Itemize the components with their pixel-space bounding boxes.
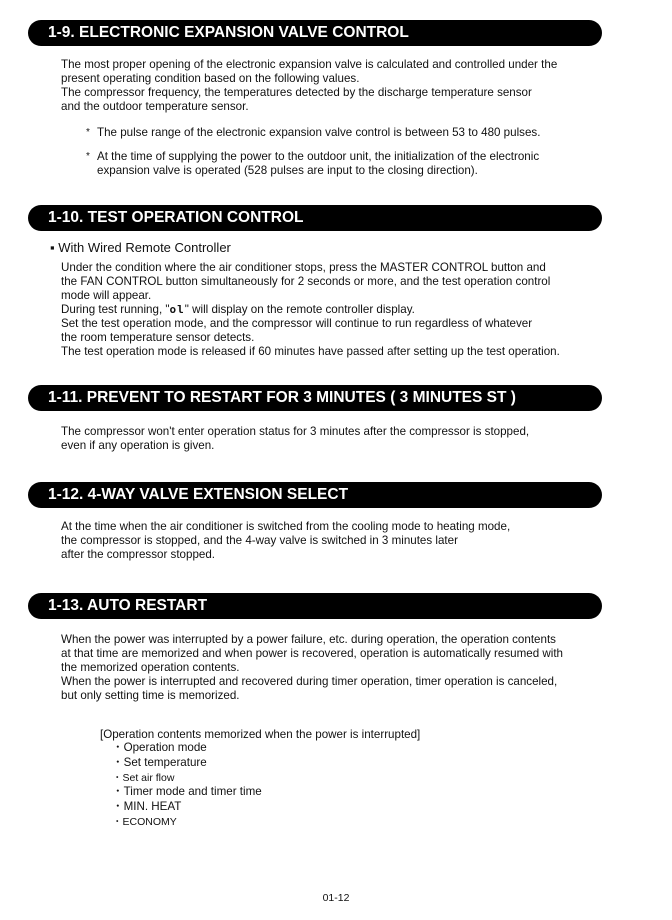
text-line: the memorized operation contents. <box>61 661 240 674</box>
text-line: after the compressor stopped. <box>61 548 216 561</box>
paragraph-1-11 <box>61 425 606 453</box>
text-line: even if any operation is given. <box>61 439 215 452</box>
paragraph-1-9 <box>61 58 606 114</box>
text-line: When the power was interrupted by a power failure, etc. during operation, the operation contents <box>61 633 556 646</box>
memorized-list-heading: [Operation contents memorized when the power is interrupted] <box>100 728 421 741</box>
text-line <box>61 303 606 317</box>
bullet-item <box>86 150 539 178</box>
paragraph-1-10 <box>61 261 606 359</box>
bullet-marker: * <box>86 127 90 138</box>
memorized-list <box>112 741 262 830</box>
section-header-1-10 <box>28 205 602 231</box>
list-item: ・ECONOMY <box>112 815 177 828</box>
text-line: mode will appear. <box>61 289 152 302</box>
list-item: ・Operation mode <box>112 741 207 754</box>
text-line: but only setting time is memorized. <box>61 689 240 702</box>
bullet-item <box>86 126 540 140</box>
section-title: 1-12. 4-WAY VALVE EXTENSION SELECT <box>48 486 349 503</box>
paragraph-1-13 <box>61 633 606 703</box>
section-header-1-13 <box>28 593 602 619</box>
text-line: Under the condition where the air conditioner stops, press the MASTER CONTROL button and <box>61 261 546 274</box>
text-fragment: During test running, " <box>61 303 170 316</box>
paragraph-1-12 <box>61 520 606 562</box>
test-code-display: ol <box>169 303 185 316</box>
text-line: at that time are memorized and when power is recovered, operation is automatically resumed with <box>61 647 563 660</box>
list-item: ・Set air flow <box>112 771 175 784</box>
section-header-1-9 <box>28 20 602 46</box>
text-line: present operating condition based on the following values. <box>61 72 360 85</box>
text-line: expansion valve is operated (528 pulses are input to the closing direction). <box>97 164 478 177</box>
text-line: At the time when the air conditioner is switched from the cooling mode to heating mode, <box>61 520 511 533</box>
text-line: The pulse range of the electronic expansion valve control is between 53 to 480 pulses. <box>97 126 541 139</box>
text-line: Set the test operation mode, and the compressor will continue to run regardless of whatever <box>61 317 533 330</box>
section-title: 1-11. PREVENT TO RESTART FOR 3 MINUTES ( 3 MINUTES ST ) <box>48 389 516 406</box>
section-title: 1-10. TEST OPERATION CONTROL <box>48 209 304 226</box>
list-item: ・Timer mode and timer time <box>112 785 262 799</box>
text-line: The compressor frequency, the temperatures detected by the discharge temperature sensor <box>61 86 532 99</box>
section-header-1-11 <box>28 385 602 411</box>
list-item: ・MIN. HEAT <box>112 800 182 814</box>
page-number: 01-12 <box>322 892 350 904</box>
text-line: the room temperature sensor detects. <box>61 331 255 344</box>
text-line: The most proper opening of the electronic expansion valve is calculated and controlled under the <box>61 58 558 71</box>
text-line: The test operation mode is released if 60 minutes have passed after setting up the test operation. <box>61 345 560 358</box>
text-line: The compressor won't enter operation status for 3 minutes after the compressor is stopped, <box>61 425 530 438</box>
text-line: the FAN CONTROL button simultaneously for 2 seconds or more, and the test operation control <box>61 275 551 288</box>
text-line: and the outdoor temperature sensor. <box>61 100 249 113</box>
subheading: ▪ With Wired Remote Controller <box>50 240 231 255</box>
section-title: 1-9. ELECTRONIC EXPANSION VALVE CONTROL <box>48 24 409 41</box>
text-line: When the power is interrupted and recovered during timer operation, timer operation is canceled, <box>61 675 558 688</box>
section-header-1-12 <box>28 482 602 508</box>
text-line: the compressor is stopped, and the 4-way valve is switched in 3 minutes later <box>61 534 458 547</box>
bullet-marker: * <box>86 151 90 162</box>
text-line: At the time of supplying the power to the outdoor unit, the initialization of the electronic <box>97 150 540 163</box>
list-item: ・Set temperature <box>112 755 207 769</box>
section-title: 1-13. AUTO RESTART <box>48 597 208 614</box>
text-fragment: " will display on the remote controller display. <box>184 303 415 316</box>
